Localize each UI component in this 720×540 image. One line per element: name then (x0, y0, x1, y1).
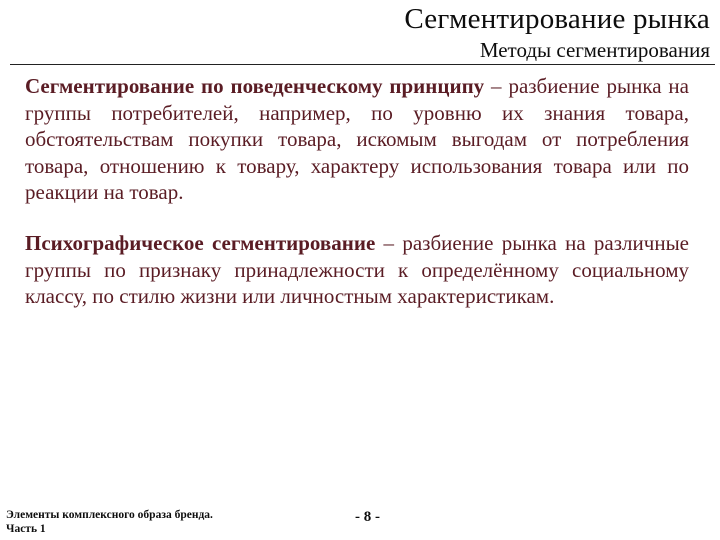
slide-title: Сегментирование рынка (404, 3, 710, 35)
footer-caption-line1: Элементы комплексного образа бренда. (6, 509, 213, 521)
footer-caption (6, 508, 213, 536)
paragraph-psychographic-segmentation (25, 230, 689, 310)
definition-behavioral-segmentation: – разбиение рынка на группы потребителей, например, по уровню их знания товара, обстоятельствам покупки товара, искомым выгодам от потребления товара, отношению к товару, характеру использования товара или по реакции на товар. (25, 74, 689, 204)
header-divider (10, 64, 715, 65)
slide-subtitle: Методы сегментирования (479, 38, 710, 62)
term-behavioral-segmentation: Сегментирование по поведенческому принципу (25, 74, 485, 98)
definition-psychographic-segmentation: – разбиение рынка на различные группы по признаку принадлежности к определённому социальному классу, по стилю жизни или личностным характеристикам. (25, 231, 689, 308)
footer-caption-line2: Часть 1 (6, 523, 46, 535)
paragraph-behavioral-segmentation (25, 73, 689, 206)
page-number: - 8 - (355, 509, 380, 525)
term-psychographic-segmentation: Психографическое сегментирование (25, 231, 376, 255)
